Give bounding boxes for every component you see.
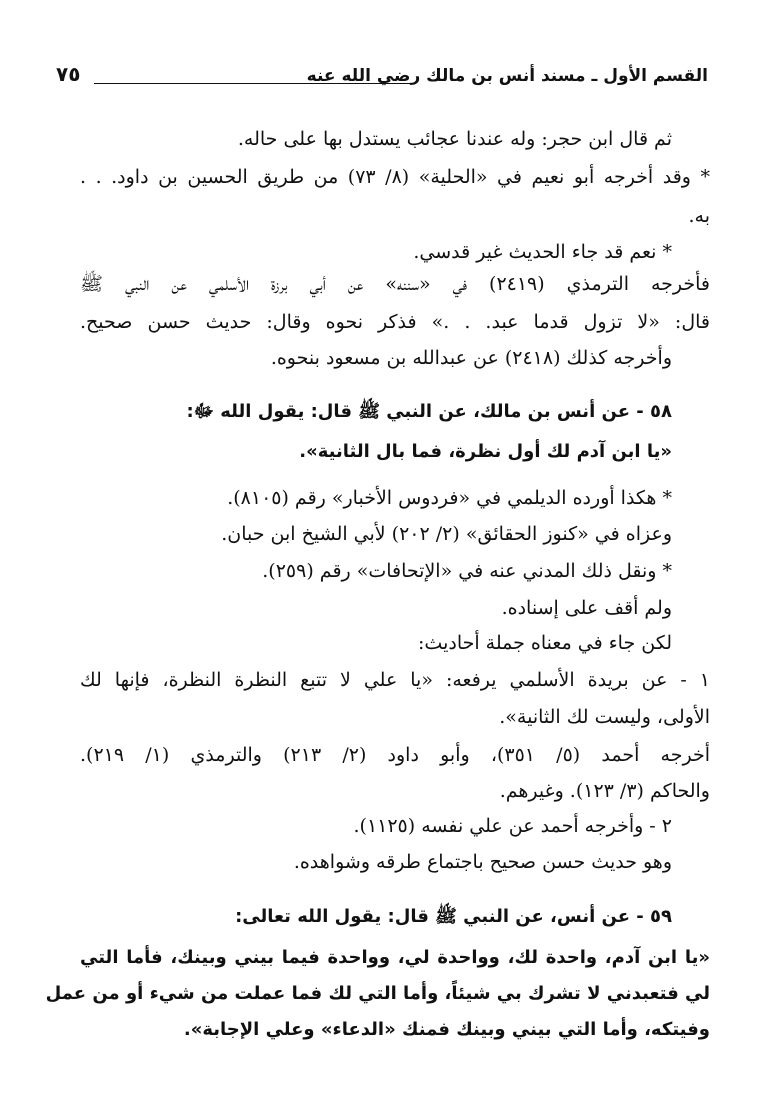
body-line: ١ - عن بريدة الأسلمي يرفعه: «يا علي لا تتبع النظرة النظرة، فإنها لك [80, 669, 710, 691]
body-line: * وقد أخرجه أبو نعيم في «الحلية» (٨/ ٧٣) من طريق الحسين بن داود. . . [80, 166, 710, 188]
header-rule [94, 83, 416, 84]
hadith-text: «يا ابن آدم لك أول نظرة، فما بال الثانية». [299, 441, 672, 462]
body-line: به. [688, 205, 710, 227]
body-line: والحاكم (٣/ ١٢٣). وغيرهم. [499, 780, 710, 802]
body-line: * ونقل ذلك المدني عنه في «الإتحافات» رقم (٢٥٩). [262, 560, 672, 582]
body-line: أخرجه أحمد (٥/ ٣٥١)، وأبو داود (٢/ ٢١٣) والترمذي (١/ ٢١٩). [80, 744, 710, 766]
running-header [56, 62, 708, 96]
page-number: ٧٥ [56, 62, 81, 86]
hadith-heading: ٥٩ - عن أنس، عن النبي ﷺ قال: يقول الله تعالى: [235, 906, 672, 927]
hadith-text: لي فتعبدني لا تشرك بي شيئاً، وأما التي لك فما عملت من شيء أو من عمل [45, 983, 710, 1004]
body-line: وأخرجه كذلك (٢٤١٨) عن عبدالله بن مسعود بنحوه. [270, 347, 672, 369]
body-line: وعزاه في «كنوز الحقائق» (٢/ ٢٠٢) لأبي الشيخ ابن حبان. [221, 523, 672, 545]
header-title: القسم الأول ـ مسند أنس بن مالك رضي الله عنه [306, 66, 708, 86]
body-line: الأولى، وليست لك الثانية». [499, 706, 710, 728]
body-line: لكن جاء في معناه جملة أحاديث: [418, 632, 672, 654]
hadith-text: وفيتكه، وأما التي بيني وبينك فمنك «الدعاء» وعلي الإجابة». [183, 1019, 710, 1040]
hadith-text: «يا ابن آدم، واحدة لك، وواحدة لي، وواحدة فيما بيني وبينك، فأما التي [80, 947, 710, 968]
body-line: * هكذا أورده الديلمي في «فردوس الأخبار» رقم (٨١٠٥). [227, 487, 672, 509]
body-line: ٢ - وأخرجه أحمد عن علي نفسه (١١٢٥). [353, 815, 672, 837]
body-line: قال: «لا تزول قدما عبد. . .» فذكر نحوه وقال: حديث حسن صحيح. [80, 311, 710, 333]
body-line: ولم أقف على إسناده. [501, 597, 672, 619]
body-line: وهو حديث حسن صحيح باجتماع طرقه وشواهده. [293, 851, 672, 873]
hadith-heading: ٥٨ - عن أنس بن مالك، عن النبي ﷺ قال: يقول الله ﷻ: [186, 401, 672, 422]
body-line: فأخرجه الترمذي (٢٤١٩) في «سننه» عن أبي برزة الأسلمي عن النبي ﷺ [80, 273, 710, 295]
body-line: ثم قال ابن حجر: وله عندنا عجائب يستدل بها على حاله. [237, 128, 672, 150]
body-line: * نعم قد جاء الحديث غير قدسي. [413, 241, 672, 263]
